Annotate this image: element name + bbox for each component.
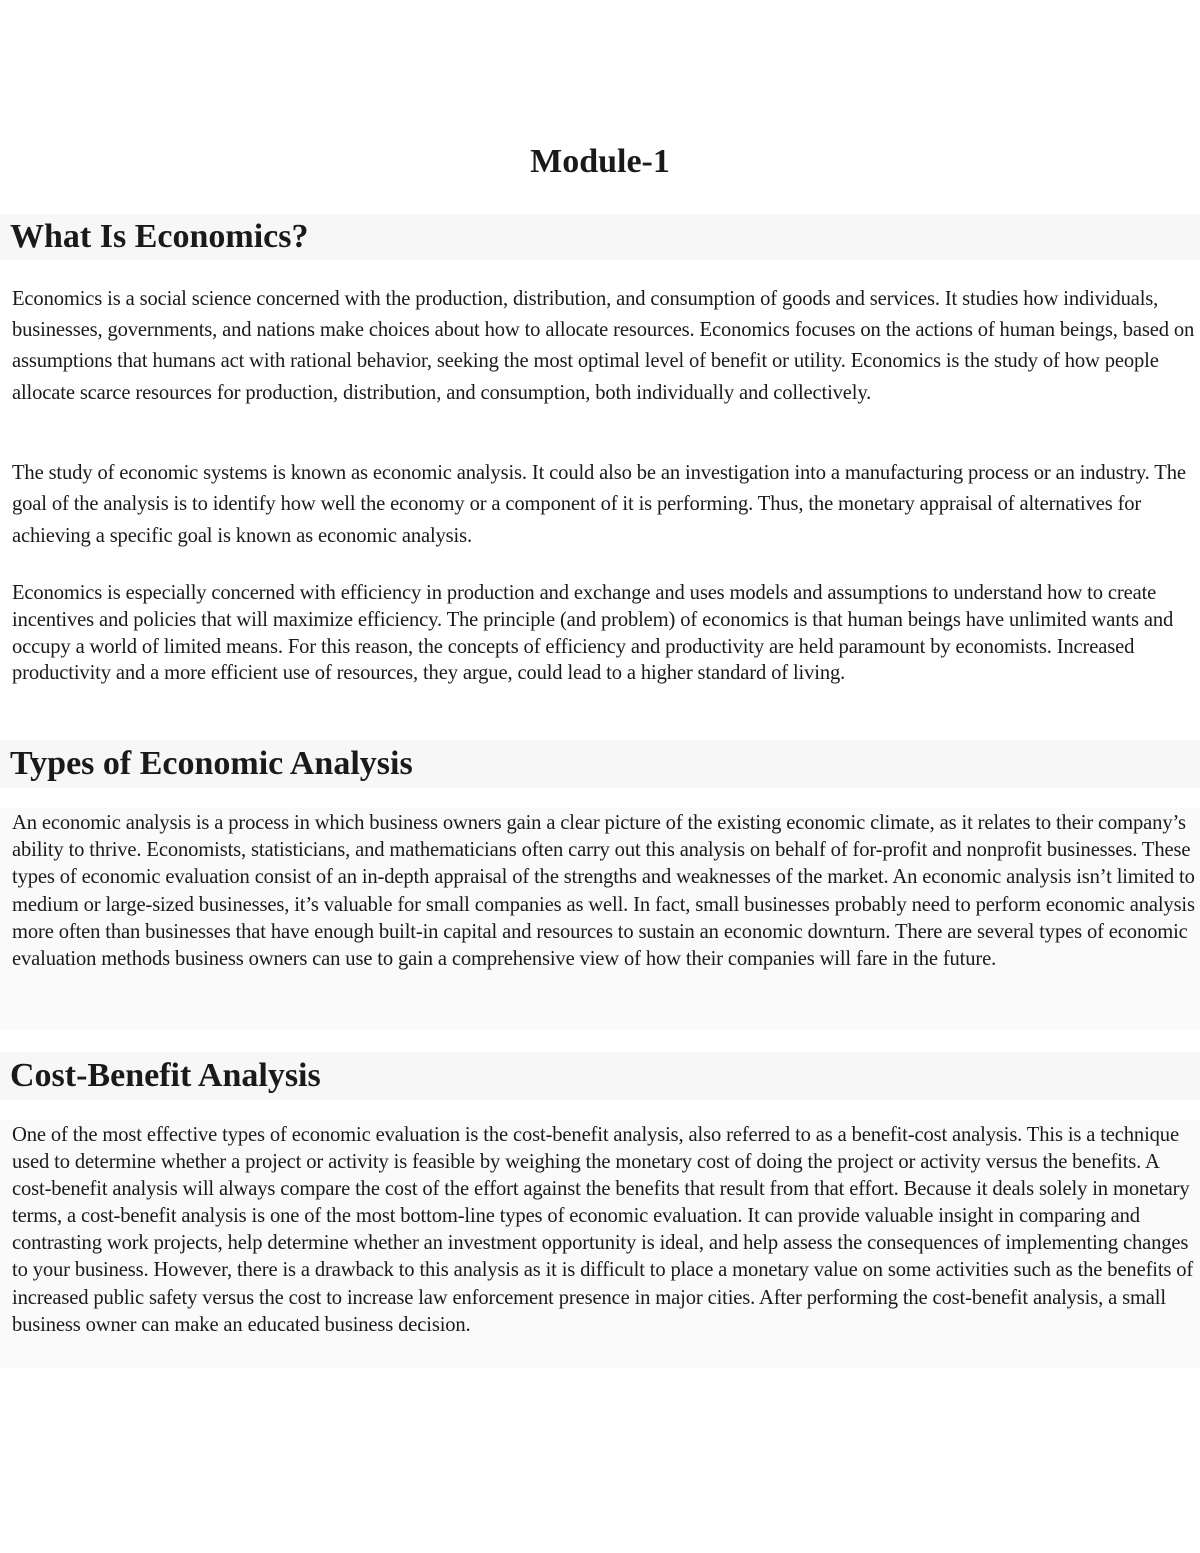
paragraph-efficiency: Economics is especially concerned with efficiency in production and exchange and uses models and assumptions to understand how to create incentives and policies that will maximize efficiency. The principle (and problem) of economics is that human beings have unlimited wants and occupy a world of limited means. For this reason, the concepts of efficiency and productivity are held paramount by economists. Increased productivity and a more efficient use of resources, they argue, could lead to a higher standard of living. [12, 582, 1174, 685]
page-title: Module-1 [530, 143, 670, 180]
paragraph-economics-definition: Economics is a social science concerned with the production, distribution, and consumption of goods and services. It studies how individuals, businesses, governments, and nations make choices about how to allocate resources. Economics focuses on the actions of human beings, based on assumptions that humans act with rational behavior, seeking the most optimal level of benefit or utility. Economics is the study of how people allocate scarce resources for production, distribution, and consumption, both individually and collectively. [12, 288, 1195, 404]
section-heading-what-is-economics: What Is Economics? [0, 214, 1200, 260]
paragraph-types-of-analysis: An economic analysis is a process in which business owners gain a clear picture of the existing economic climate, as it relates to their company’s ability to thrive. Economists, statisticians, and mathematicians often carry out this analysis on behalf of for-profit and nonprofit businesses. These types of economic evaluation consist of an in-depth appraisal of the strengths and weaknesses of the market. An economic analysis isn’t limited to medium or large-sized businesses, it’s valuable for small companies as well. In fact, small businesses probably need to perform economic analysis more often than businesses that have enough built-in capital and resources to sustain an economic downturn. There are several types of economic evaluation methods business owners can use to gain a comprehensive view of how their companies will fare in the future. [12, 812, 1195, 971]
section-heading-cost-benefit-analysis: Cost-Benefit Analysis [0, 1052, 1200, 1100]
paragraph-cost-benefit: One of the most effective types of economic evaluation is the cost-benefit analysis, also referred to as a benefit-cost analysis. This is a technique used to determine whether a project or activity is feasible by weighing the monetary cost of doing the project or activity versus the benefits. A cost-benefit analysis will always compare the cost of the effort against the benefits that result from that effort. Because it deals solely in monetary terms, a cost-benefit analysis is one of the most bottom-line types of economic evaluation. It can provide valuable insight in comparing and contrasting work projects, help determine whether an investment opportunity is ideal, and help assess the consequences of implementing changes to your business. However, there is a drawback to this analysis as it is difficult to place a monetary value on some activities such as the benefits of increased public safety versus the cost to increase law enforcement presence in major cities. After performing the cost-benefit analysis, a small business owner can make an educated business decision. [12, 1124, 1194, 1336]
paragraph-economic-analysis: The study of economic systems is known as economic analysis. It could also be an investigation into a manufacturing process or an industry. The goal of the analysis is to identify how well the economy or a component of it is performing. Thus, the monetary appraisal of alternatives for achieving a specific goal is known as economic analysis. [12, 462, 1186, 547]
section-heading-types-of-economic-analysis: Types of Economic Analysis [0, 740, 1200, 788]
